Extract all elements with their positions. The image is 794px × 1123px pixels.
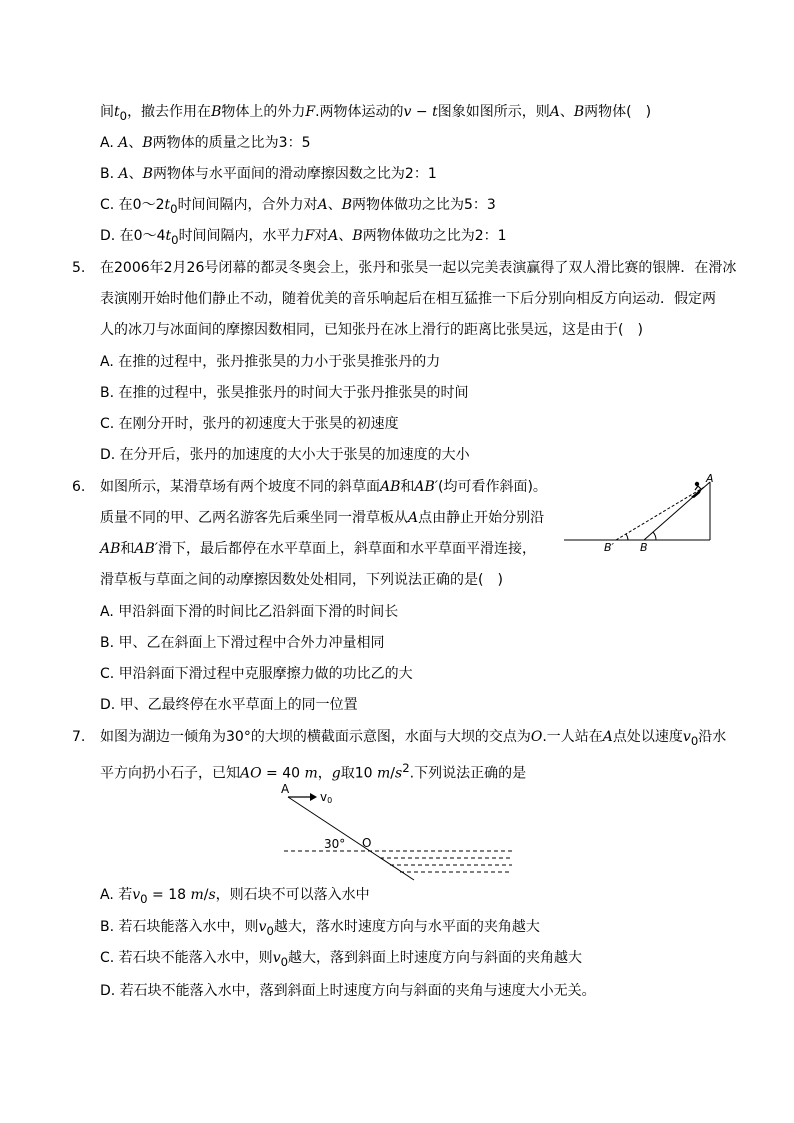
sled-person-icon bbox=[691, 482, 702, 498]
q4-option-d: D. 在$0\sim 4t_0$时间间隔内，水平力F对A、B两物体做功之比为2：1 bbox=[100, 228, 507, 247]
q7-option-b: B. 若石块能落入水中，则$v_0$越大，落水时速度方向与水平面的夹角越大 bbox=[100, 919, 540, 938]
q6-stem-line-2: 质量不同的甲、乙两名游客先后乘坐同一滑草板从A点由静止开始分别沿 bbox=[100, 510, 545, 526]
q6-number: 6. bbox=[72, 479, 86, 495]
q7-option-a: A. 若$v_0 = 18$ m/s，则石块不可以落入水中 bbox=[100, 887, 370, 906]
dam-slope-line bbox=[288, 797, 414, 880]
q7-stem-line-1: 如图为湖边一倾角为30°的大坝的横截面示意图，水面与大坝的交点为O.一人站在A点处以速度$v_0$沿水 bbox=[100, 729, 727, 748]
q7-option-c: C. 若石块不能落入水中，则$v_0$越大，落到斜面上时速度方向与斜面的夹角越大 bbox=[100, 950, 583, 969]
label-b: B bbox=[640, 541, 648, 554]
q6-option-c: C. 甲沿斜面下滑过程中克服摩擦力做的功比乙的大 bbox=[100, 666, 413, 682]
q5-stem-line-2: 表演刚开始时他们静止不动，随着优美的音乐响起后在相互猛推一下后分别向相反方向运动．假定两 bbox=[100, 291, 716, 307]
q6-stem-line-3: AB和AB′滑下，最后都停在水平草面上，斜草面和水平草面平滑连接， bbox=[100, 541, 536, 557]
label-o-point: O bbox=[362, 836, 372, 850]
label-a: A bbox=[706, 472, 714, 485]
slope-ab-prime bbox=[616, 486, 706, 540]
q4-stem-continued: 间$t_0$，撤去作用在B物体上的外力F.两物体运动的v − t图象如图所示，则A、B两物体( ) bbox=[100, 104, 652, 123]
dam-diagram bbox=[276, 780, 516, 886]
label-a-point: A bbox=[281, 782, 290, 796]
angle-arc-b-prime bbox=[626, 534, 628, 540]
angle-arc-b bbox=[653, 532, 656, 540]
label-angle: 30° bbox=[324, 837, 346, 851]
q6-option-b: B. 甲、乙在斜面上下滑过程中合外力冲量相同 bbox=[100, 635, 385, 651]
q5-option-b: B. 在推的过程中，张昊推张丹的时间大于张丹推张昊的时间 bbox=[100, 385, 469, 401]
q5-stem-line-3: 人的冰刀与冰面间的摩擦因数相同，已知张丹在冰上滑行的距离比张昊远，这是由于( ) bbox=[100, 322, 643, 338]
q6-stem-line-1: 如图所示，某滑草场有两个坡度不同的斜草面AB和AB′(均可看作斜面)。 bbox=[100, 479, 547, 495]
q6-option-d: D. 甲、乙最终停在水平草面上的同一位置 bbox=[100, 697, 358, 713]
q4-option-a: A. A、B两物体的质量之比为3：5 bbox=[100, 135, 311, 151]
q7-stem-line-2: 平方向扔小石子，已知AO = 40 m，g取10 $m/s^2$.下列说法正确的是 bbox=[100, 761, 527, 782]
q5-option-a: A. 在推的过程中，张丹推张昊的力小于张昊推张丹的力 bbox=[100, 354, 441, 370]
q6-stem-line-4: 滑草板与草面之间的动摩擦因数处处相同，下列说法正确的是( ) bbox=[100, 572, 503, 588]
label-b-prime: B′ bbox=[604, 541, 615, 554]
q6-option-a: A. 甲沿斜面下滑的时间比乙沿斜面下滑的时间长 bbox=[100, 604, 399, 620]
slope-diagram bbox=[556, 470, 726, 555]
q5-option-c: C. 在刚分开时，张丹的初速度大于张昊的初速度 bbox=[100, 416, 399, 432]
velocity-arrowhead bbox=[310, 793, 317, 801]
q7-option-d: D. 若石块不能落入水中，落到斜面上时速度方向与斜面的夹角与速度大小无关。 bbox=[100, 983, 596, 999]
label-v0: v0 bbox=[320, 790, 333, 805]
q5-number: 5. bbox=[72, 260, 86, 276]
q5-option-d: D. 在分开后，张丹的加速度的大小大于张昊的加速度的大小 bbox=[100, 447, 470, 463]
q7-number: 7. bbox=[72, 729, 86, 745]
q4-option-b: B. A、B两物体与水平面间的滑动摩擦因数之比为2：1 bbox=[100, 166, 437, 182]
q5-stem-line-1: 在2006年2月26号闭幕的都灵冬奥会上，张丹和张昊一起以完美表演赢得了双人滑比赛的银牌．在滑冰 bbox=[100, 260, 737, 276]
q4-option-c: C. 在$0\sim 2t_0$时间间隔内，合外力对A、B两物体做功之比为5：3 bbox=[100, 197, 496, 216]
